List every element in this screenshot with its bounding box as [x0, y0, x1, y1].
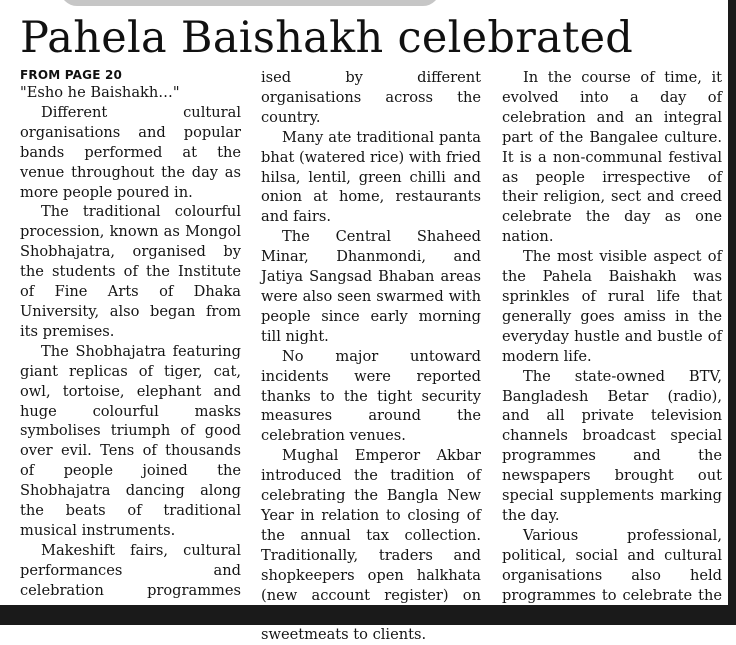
- paragraph-continuation: ised by different organisations across the country.: [261, 69, 481, 126]
- paragraph: Many ate traditional panta bhat (watered rice) with fried hilsa, lentil, green chilli and onion at home, restaurants and fairs.: [261, 128, 481, 226]
- scan-border-bottom: [0, 605, 736, 625]
- paragraph: Mughal Emperor Akbar introduced the tradition of celebrating the Bangla New Year in relation to closing of the annual tax collection. Traditionally, traders and shopkeepers open halkhata (new account register) on sweetmeats to clients.: [261, 447, 481, 644]
- paragraph: The traditional colourful procession, known as Mongol Shobhajatra, organised by the students of the Institute of Fine Arts of Dhaka University, also began from its premises.: [20, 203, 241, 340]
- paragraph: Makeshift fairs, cultural performances and celebration programmes: [20, 541, 241, 599]
- paragraph: The Shobhajatra featuring giant replicas of tiger, cat, owl, tortoise, elephant and huge colourful masks symbolises triumph of good over evil. Tens of thousands of people joined the Shobhajatra dancing along the beats of traditional musical instruments.: [20, 342, 241, 539]
- jump-lead-quote: "Esho he Baishakh…": [20, 84, 180, 101]
- paragraph: Various professional, political, social and cultural organisations also held programmes to celebrate the: [502, 526, 722, 604]
- paragraph: Different cultural organisations and popular bands performed at the venue throughout the day as more people poured in.: [20, 103, 241, 201]
- paragraph: In the course of time, it evolved into a day of celebration and an integral part of the Bangalee culture. It is a non-communal festival as people irrespective of their religion, sect and creed celebrate the day as one nation.: [502, 69, 722, 246]
- paragraph: The Central Shaheed Minar, Dhanmondi, and Jatiya Sangsad Bhaban areas were also seen swarmed with people since early morning till night.: [261, 228, 481, 345]
- paragraph: No major untoward incidents were reported thanks to the tight security measures around the celebration venues.: [261, 347, 481, 445]
- paragraph: The most visible aspect of the Pahela Baishakh was sprinkles of rural life that generally goes amiss in the everyday hustle and bustle of modern life.: [502, 248, 722, 365]
- scan-border-right: [728, 0, 736, 625]
- headline: Pahela Baishakh celebrated: [20, 13, 634, 63]
- paragraph: The state-owned BTV, Bangladesh Betar (radio), and all private television channels broadcast special programmes and the newspapers brought out special supplements marking the day.: [502, 367, 722, 524]
- article-column-2: [261, 68, 481, 644]
- article-column-3: [502, 68, 722, 605]
- jump-label: FROM PAGE 20: [20, 68, 123, 82]
- decorative-header-tab: [60, 0, 440, 6]
- article-column-1: [20, 68, 241, 605]
